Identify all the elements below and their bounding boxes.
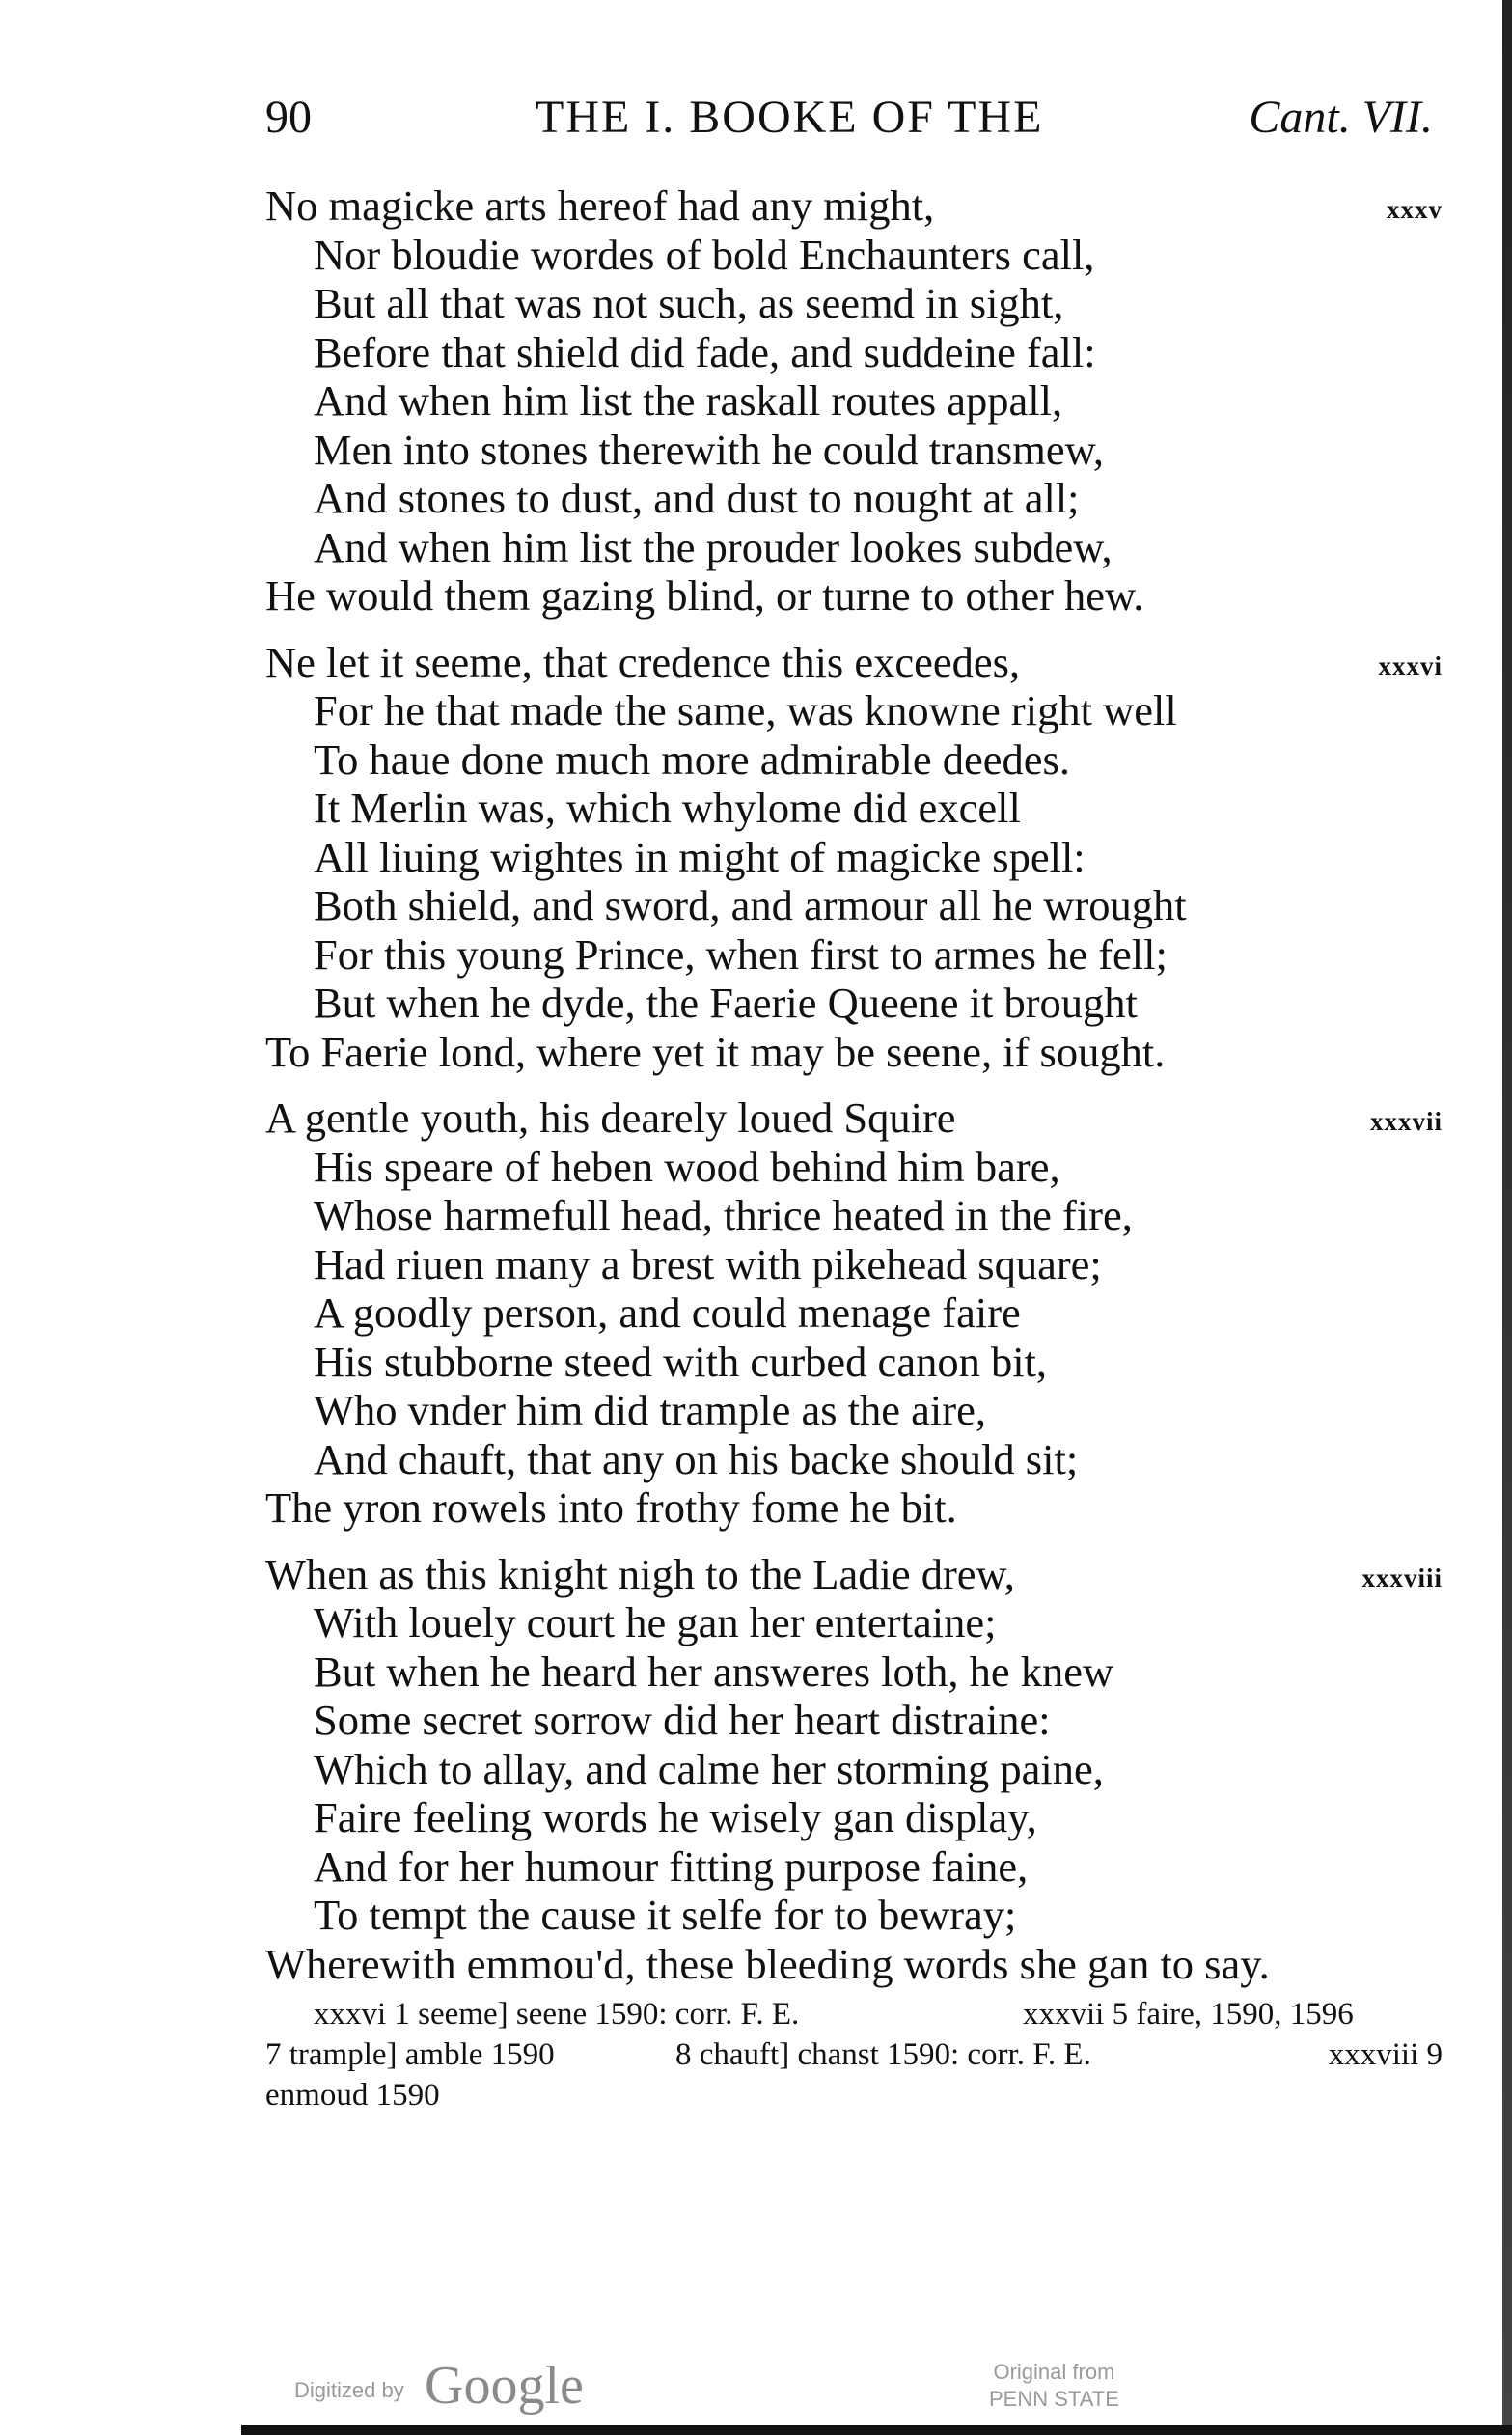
note: xxxviii 9	[1328, 2037, 1443, 2072]
scan-edge	[1502, 0, 1512, 2435]
note-line	[265, 1994, 1443, 2034]
verse-line: Wherewith emmou'd, these bleeding words she gan to say.	[265, 1939, 1270, 1988]
verse-line: Before that shield did fade, and suddeine fall:	[314, 327, 1096, 376]
note-line	[265, 2034, 1443, 2075]
verse-line: The yron rowels into frothy fome he bit.	[265, 1483, 957, 1532]
verse-line: His speare of heben wood behind him bare,	[314, 1142, 1060, 1191]
verse-line: And when him list the raskall routes appall,	[314, 376, 1063, 425]
verse-line: A gentle youth, his dearely loued Squire	[265, 1093, 956, 1142]
digitization-footer	[294, 2355, 1163, 2432]
verse-line: For he that made the same, was knowne right well	[314, 686, 1177, 734]
verse-line: Nor bloudie wordes of bold Enchaunters call,	[314, 230, 1095, 279]
verse-line: Which to allay, and calme her storming paine,	[314, 1744, 1104, 1793]
textual-notes	[265, 1994, 1443, 2116]
verse-line: It Merlin was, which whylome did excell	[314, 784, 1021, 832]
original-from-label	[989, 2359, 1119, 2413]
verse-line: Men into stones therewith he could transmew,	[314, 425, 1104, 474]
canto-label: Cant. VII.	[1249, 92, 1433, 143]
verse-line: Had riuen many a brest with pikehead square;	[314, 1239, 1102, 1288]
verse-line: With louely court he gan her entertaine;	[314, 1598, 997, 1646]
stanza-number: xxxv	[1387, 195, 1443, 224]
verse-line: To haue done much more admirable deedes.	[314, 734, 1070, 784]
verse-line: Whose harmefull head, thrice heated in the fire,	[314, 1191, 1133, 1239]
verse-line: Ne let it seeme, that credence this exceedes,	[265, 637, 1021, 686]
stanza-37	[265, 1093, 1443, 1533]
stanza-38	[265, 1550, 1443, 1989]
poem-body	[265, 181, 1443, 2006]
verse-line: And chauft, that any on his backe should sit;	[314, 1434, 1079, 1483]
note: 7 trample] amble 1590	[265, 2037, 555, 2072]
verse-line: Who vnder him did trample as the aire,	[314, 1386, 986, 1434]
stanza-number: xxxvii	[1369, 1107, 1443, 1136]
verse-line: All liuing wightes in might of magicke spell:	[314, 832, 1086, 881]
scan-bottom-edge	[241, 2425, 1512, 2435]
verse-line: But when he dyde, the Faerie Queene it brought	[314, 979, 1138, 1027]
original-from-text: Original from	[993, 2360, 1115, 2384]
verse-line: Some secret sorrow did her heart distraine:	[314, 1696, 1051, 1744]
note-line	[265, 2075, 1443, 2116]
stanza-36	[265, 638, 1443, 1077]
verse-line: His stubborne steed with curbed canon bit,	[314, 1337, 1048, 1386]
note: xxxvi 1 seeme] seene 1590: corr. F. E.	[314, 1997, 800, 2032]
google-logo: Google	[425, 2356, 584, 2416]
note: xxxvii 5 faire, 1590, 1596	[1023, 1997, 1354, 2032]
institution-name: PENN STATE	[989, 2387, 1119, 2411]
stanza-number: xxxviii	[1361, 1563, 1443, 1592]
running-title: THE I. BOOKE OF THE	[536, 92, 1044, 143]
verse-line: To tempt the cause it selfe for to bewray;	[314, 1891, 1017, 1939]
verse-line: A goodly person, and could menage faire	[314, 1288, 1021, 1337]
verse-line: For this young Prince, when first to armes he fell;	[314, 929, 1168, 979]
page-number: 90	[265, 92, 312, 143]
verse-line: And when him list the prouder lookes subdew,	[314, 522, 1113, 571]
digitized-by-label: Digitized by	[294, 2378, 404, 2402]
verse-line: No magicke arts hereof had any might,	[265, 181, 935, 230]
note: 8 chauft] chanst 1590: corr. F. E.	[675, 2037, 1091, 2072]
verse-line: Faire feeling words he wisely gan display,	[314, 1793, 1037, 1841]
verse-line: Both shield, and sword, and armour all he wrought	[314, 881, 1187, 929]
verse-line: But when he heard her answeres loth, he knew	[314, 1646, 1114, 1696]
verse-line: But all that was not such, as seemd in sight,	[314, 279, 1064, 327]
verse-line: When as this knight nigh to the Ladie drew,	[265, 1549, 1015, 1598]
verse-line: And for her humour fitting purpose faine,	[314, 1841, 1029, 1891]
verse-line: To Faerie lond, where yet it may be seene, if sought.	[265, 1027, 1166, 1076]
note: enmoud 1590	[265, 2078, 440, 2113]
stanza-35	[265, 181, 1443, 621]
verse-line: And stones to dust, and dust to nought at all;	[314, 474, 1080, 522]
stanza-number: xxxvi	[1378, 650, 1443, 680]
verse-line: He would them gazing blind, or turne to other hew.	[265, 571, 1144, 620]
page-header	[265, 91, 1433, 158]
